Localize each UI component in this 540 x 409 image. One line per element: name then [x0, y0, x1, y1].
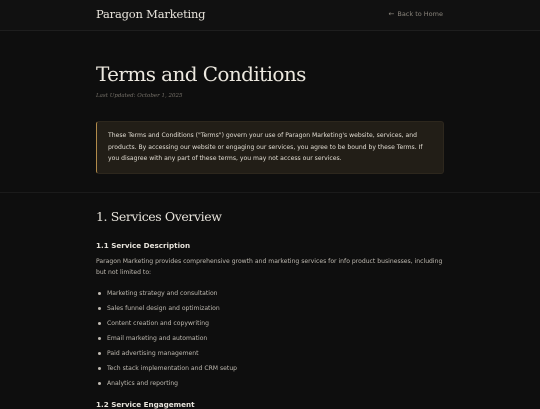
brand-logo-text[interactable]: Paragon Marketing — [96, 7, 206, 21]
back-to-home-label: Back to Home — [397, 10, 443, 18]
services-list — [96, 286, 237, 391]
bullet-icon — [98, 307, 101, 310]
bullet-icon — [98, 382, 101, 385]
list-item-text: Paid advertising management — [107, 350, 199, 357]
list-item-text: Email marketing and automation — [107, 335, 208, 342]
last-updated-text: Last Updated: October 1, 2025 — [96, 93, 183, 99]
bullet-icon — [98, 337, 101, 340]
bullet-icon — [98, 352, 101, 355]
service-description-paragraph: Paragon Marketing provides comprehensive growth and marketing services for info product businesses, including but not limited to: — [96, 258, 443, 277]
bullet-icon — [98, 292, 101, 295]
section-divider — [0, 192, 540, 193]
arrow-left-icon: ← — [388, 9, 395, 18]
top-navigation-bar — [0, 0, 540, 31]
subsection-heading-service-engagement: 1.2 Service Engagement — [96, 400, 195, 409]
back-to-home-link[interactable] — [388, 10, 443, 18]
list-item-text: Analytics and reporting — [107, 380, 179, 387]
list-item — [96, 286, 237, 301]
bullet-icon — [98, 322, 101, 325]
list-item — [96, 361, 237, 376]
terms-notice-box: These Terms and Conditions ("Terms") govern your use of Paragon Marketing's website, services, and products. By accessing our website or engaging our services, you agree to be bound by these Terms. If you disagree with any part of these terms, you may not access our services. — [96, 121, 444, 174]
page-title: Terms and Conditions — [96, 62, 306, 86]
list-item-text: Sales funnel design and optimization — [107, 305, 220, 312]
list-item — [96, 316, 237, 331]
list-item-text: Content creation and copywriting — [107, 320, 209, 327]
list-item — [96, 301, 237, 316]
bullet-icon — [98, 367, 101, 370]
section-heading-services-overview: 1. Services Overview — [96, 209, 222, 224]
list-item-text: Marketing strategy and consultation — [107, 290, 218, 297]
list-item — [96, 376, 237, 391]
list-item — [96, 331, 237, 346]
list-item — [96, 346, 237, 361]
list-item-text: Tech stack implementation and CRM setup — [107, 365, 238, 372]
subsection-heading-service-description: 1.1 Service Description — [96, 241, 191, 250]
